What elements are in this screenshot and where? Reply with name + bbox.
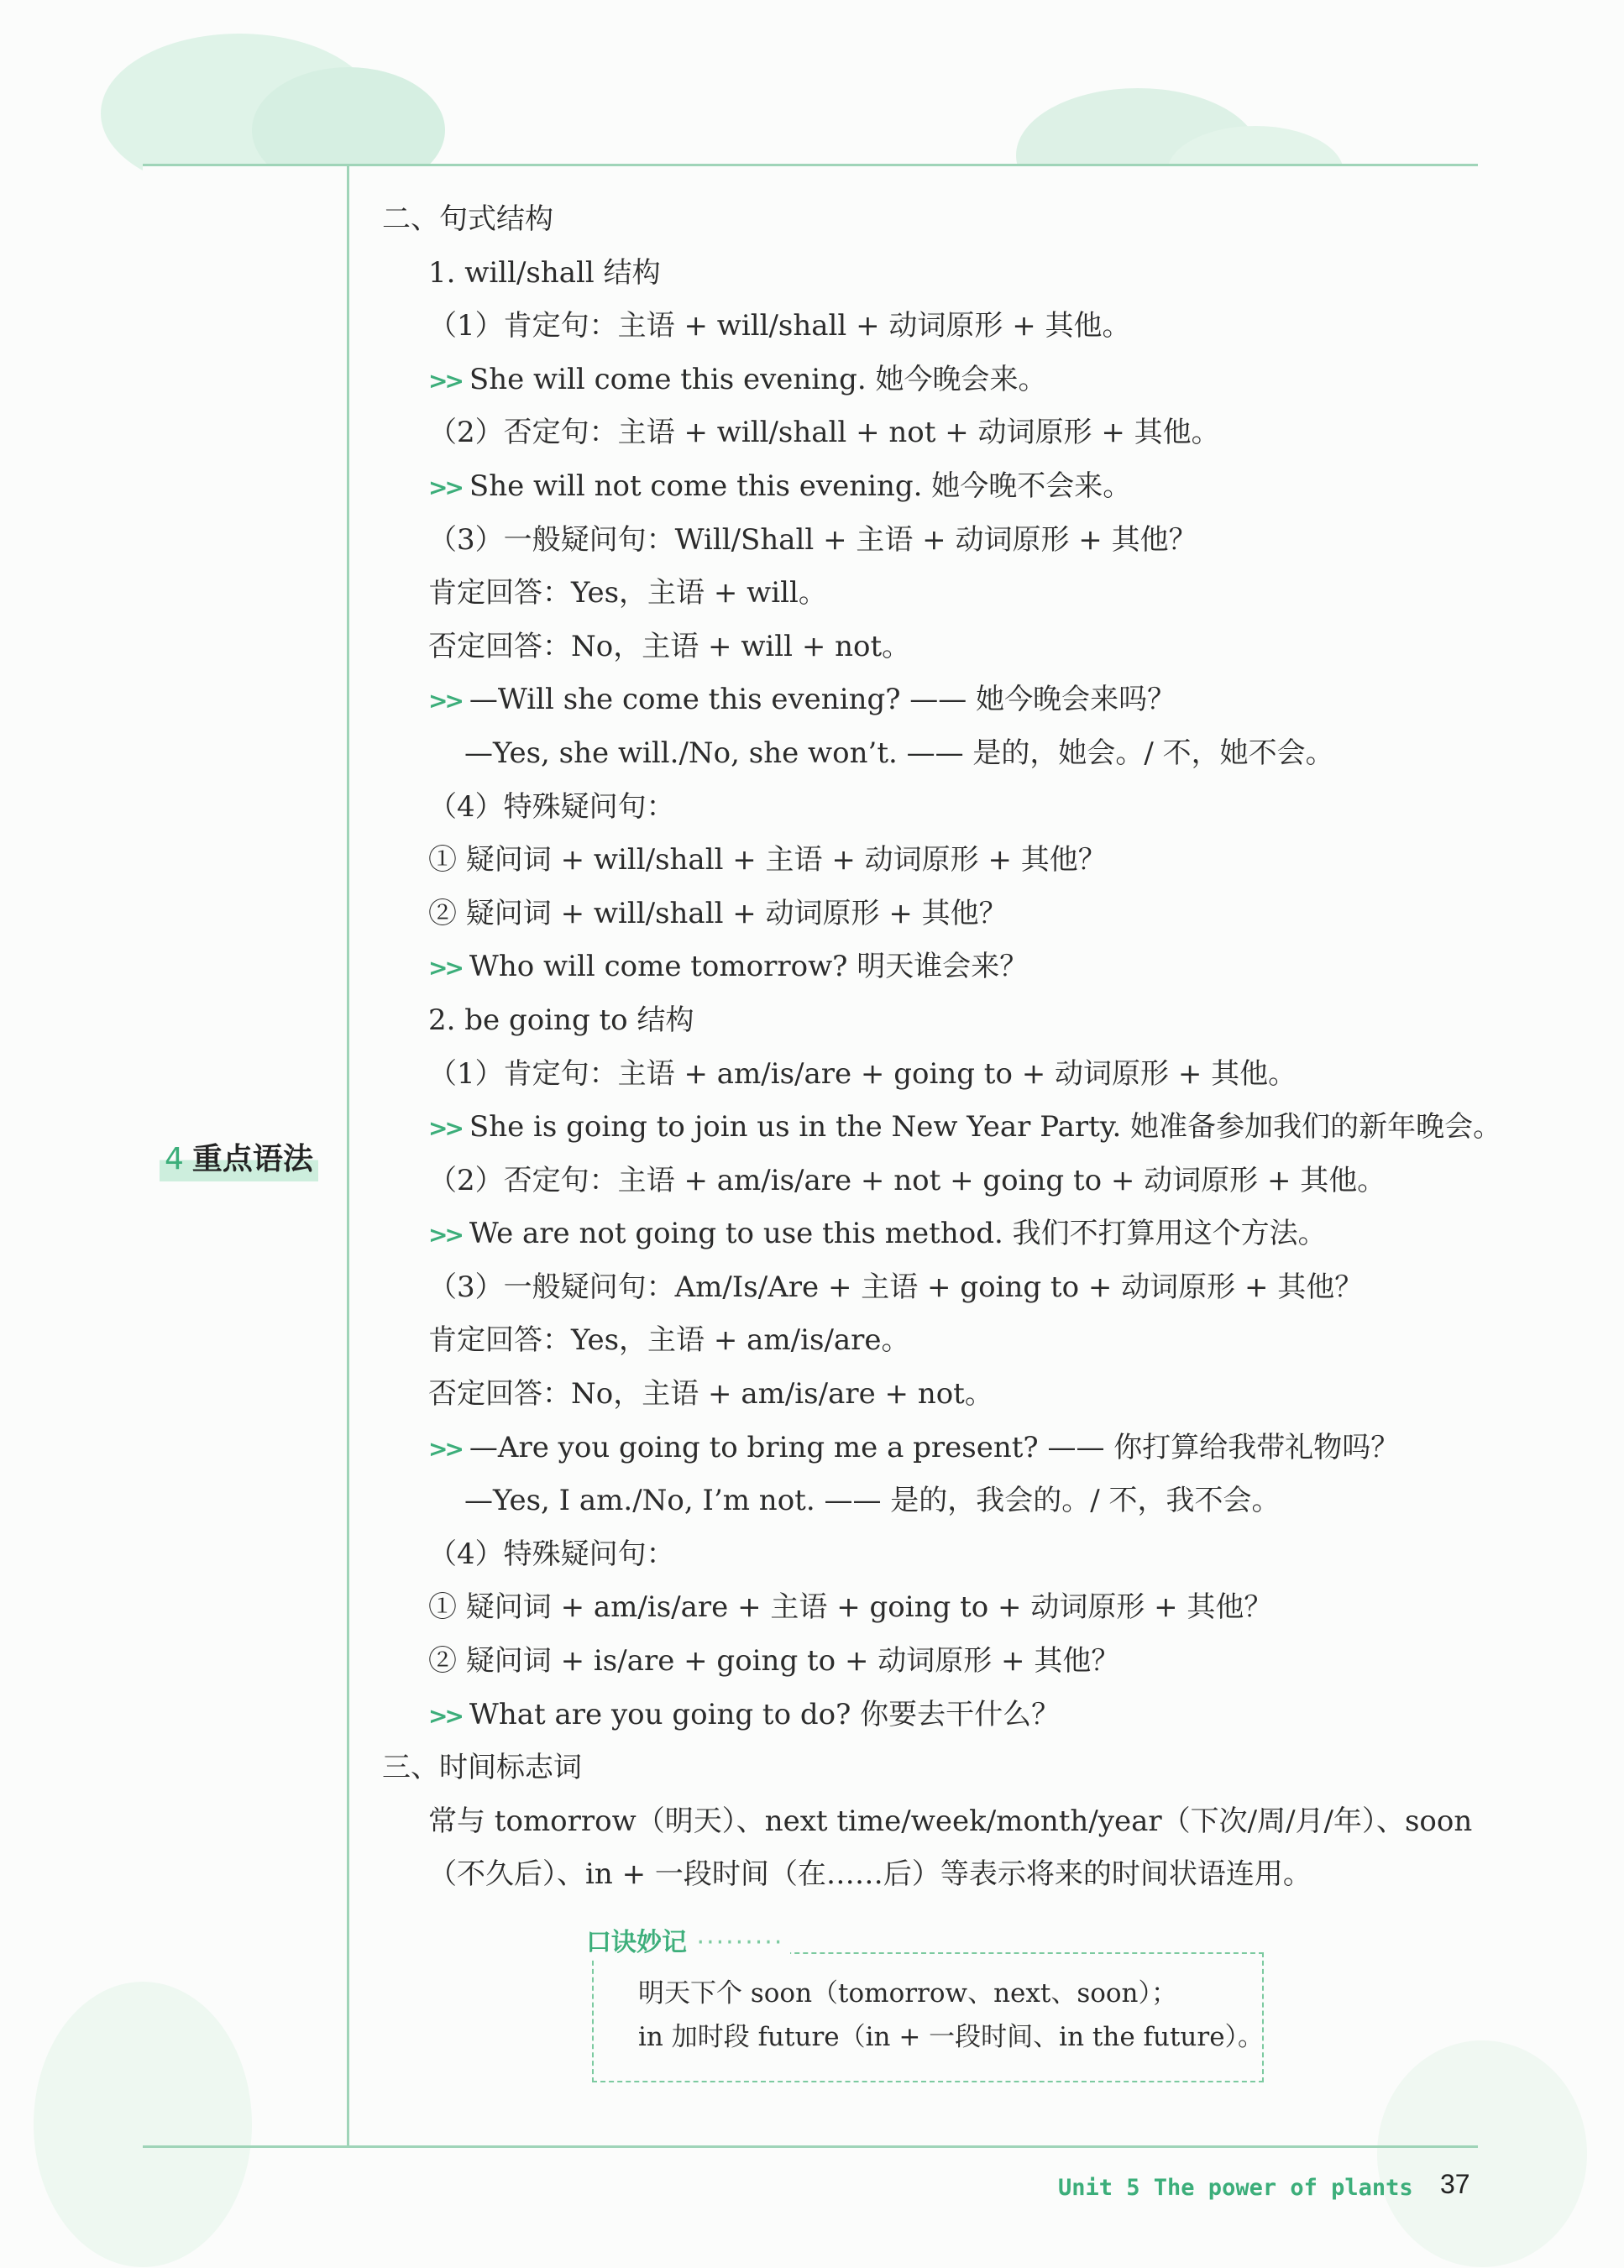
- line-text: What are you going to do? 你要去干什么？: [469, 1697, 1061, 1731]
- example-arrow-icon: >>: [428, 1221, 461, 1249]
- line-text: She will come this evening. 她今晚会来。: [469, 362, 1047, 396]
- page-number: 37: [1440, 2169, 1470, 2199]
- example-line: [382, 460, 1490, 514]
- unit-title: Unit 5 The power of plants: [1058, 2175, 1413, 2201]
- line-text: 2. be going to 结构: [428, 1003, 694, 1037]
- example-line: [382, 354, 1490, 407]
- grammar-line: [382, 300, 1490, 354]
- time-markers-paragraph: [382, 1795, 1490, 1902]
- line-text: 肯定回答：Yes，主语 + am/is/are。: [428, 1323, 910, 1358]
- plant-decoration: [34, 1982, 252, 2267]
- line-text: —Are you going to bring me a present? —— 你打算给我带礼物吗？: [469, 1430, 1400, 1464]
- grammar-line: [382, 193, 1490, 247]
- grammar-lines: [382, 193, 1502, 1795]
- top-rule: [143, 164, 1478, 166]
- grammar-line: [382, 567, 1490, 621]
- bottom-rule: [143, 2145, 1478, 2148]
- line-text: 否定回答：No，主语 + am/is/are + not。: [428, 1377, 993, 1412]
- mnemonic-title-text: 口诀妙记: [586, 1928, 687, 1957]
- time-markers-line: 常与 tomorrow（明天）、next time/week/month/year（下次/周/月/年）、soon: [428, 1804, 1473, 1838]
- line-text: ② 疑问词 + will/shall + 动词原形 + 其他？: [428, 896, 1008, 930]
- grammar-line: [382, 514, 1490, 568]
- line-text: —Yes, she will./No, she won’t. —— 是的，她会。/ 不，她不会。: [464, 736, 1334, 770]
- grammar-line: [382, 888, 1490, 941]
- grammar-content: [382, 193, 1502, 1902]
- example-arrow-icon: >>: [428, 954, 461, 982]
- line-text: （3）一般疑问句：Will/Shall + 主语 + 动词原形 + 其他？: [428, 522, 1197, 557]
- example-line: [382, 673, 1490, 727]
- example-arrow-icon: >>: [428, 473, 461, 501]
- line-text: 肯定回答：Yes，主语 + will。: [428, 576, 827, 610]
- example-arrow-icon: >>: [428, 687, 461, 715]
- grammar-line: [382, 247, 1490, 301]
- grammar-line: [382, 1048, 1490, 1102]
- grammar-line: [382, 1635, 1490, 1689]
- example-arrow-icon: >>: [428, 1434, 461, 1463]
- mnemonic-title: [579, 1921, 790, 1958]
- line-text: （2）否定句：主语 + am/is/are + not + going to + 动词原形 + 其他。: [428, 1163, 1386, 1197]
- grammar-line: [382, 1261, 1490, 1315]
- line-text: 三、时间标志词: [382, 1751, 582, 1785]
- example-line: [382, 940, 1490, 994]
- example-line: [382, 1422, 1490, 1475]
- grammar-line: [382, 1155, 1490, 1208]
- grammar-line: [382, 834, 1490, 888]
- line-text: She is going to join us in the New Year Party. 她准备参加我们的新年晚会。: [469, 1110, 1502, 1144]
- line-text: （4）特殊疑问句：: [428, 789, 675, 824]
- line-text: 1. will/shall 结构: [428, 255, 661, 290]
- plant-decoration: [1377, 2040, 1587, 2267]
- grammar-line: [382, 1368, 1490, 1422]
- line-text: 二、句式结构: [382, 202, 553, 236]
- grammar-line: [382, 1314, 1490, 1368]
- section-number: 4: [165, 1142, 184, 1176]
- line-text: （4）特殊疑问句：: [428, 1537, 675, 1571]
- mnemonic-line: in 加时段 future（in + 一段时间、in the future）。: [638, 2022, 1265, 2052]
- grammar-line: [382, 621, 1490, 674]
- line-text: （3）一般疑问句：Am/Is/Are + 主语 + going to + 动词原形 + 其他？: [428, 1270, 1364, 1304]
- line-text: ① 疑问词 + am/is/are + 主语 + going to + 动词原形 + 其他？: [428, 1590, 1273, 1625]
- grammar-line: [382, 406, 1490, 460]
- grammar-line: [382, 994, 1490, 1048]
- section-label: [160, 1134, 318, 1181]
- grammar-line: [382, 1474, 1490, 1528]
- line-text: Who will come tomorrow? 明天谁会来？: [469, 950, 1029, 984]
- time-markers-line: （不久后）、in + 一段时间（在……后）等表示将来的时间状语连用。: [428, 1857, 1312, 1892]
- line-text: We are not going to use this method. 我们不打算用这个方法。: [469, 1217, 1327, 1251]
- grammar-line: [382, 727, 1490, 781]
- example-arrow-icon: >>: [428, 1114, 461, 1143]
- example-line: [382, 1689, 1490, 1742]
- grammar-line: [382, 1742, 1490, 1795]
- column-divider: [347, 164, 349, 2148]
- grammar-line: [382, 1581, 1490, 1635]
- line-text: 否定回答：No，主语 + will + not。: [428, 629, 911, 663]
- line-text: （1）肯定句：主语 + will/shall + 动词原形 + 其他。: [428, 309, 1131, 343]
- line-text: She will not come this evening. 她今晚不会来。: [469, 469, 1132, 503]
- grammar-line: [382, 781, 1490, 835]
- mnemonic-line: 明天下个 soon（tomorrow、next、soon）；: [638, 1978, 1178, 2009]
- line-text: （2）否定句：主语 + will/shall + not + 动词原形 + 其他。: [428, 416, 1220, 450]
- example-arrow-icon: >>: [428, 366, 461, 395]
- line-text: —Will she come this evening? —— 她今晚会来吗？: [469, 683, 1176, 717]
- mnemonic-body: [638, 1972, 1264, 2059]
- example-arrow-icon: >>: [428, 1701, 461, 1730]
- section-title: 重点语法: [191, 1142, 313, 1176]
- example-line: [382, 1101, 1502, 1155]
- dotted-leader: ·········: [687, 1928, 784, 1957]
- line-text: ① 疑问词 + will/shall + 主语 + 动词原形 + 其他？: [428, 843, 1107, 877]
- example-line: [382, 1207, 1490, 1261]
- grammar-line: [382, 1528, 1490, 1582]
- line-text: ② 疑问词 + is/are + going to + 动词原形 + 其他？: [428, 1644, 1120, 1679]
- line-text: —Yes, I am./No, I’m not. —— 是的，我会的。/ 不，我不会。: [464, 1484, 1281, 1518]
- line-text: （1）肯定句：主语 + am/is/are + going to + 动词原形 + 其他。: [428, 1056, 1297, 1091]
